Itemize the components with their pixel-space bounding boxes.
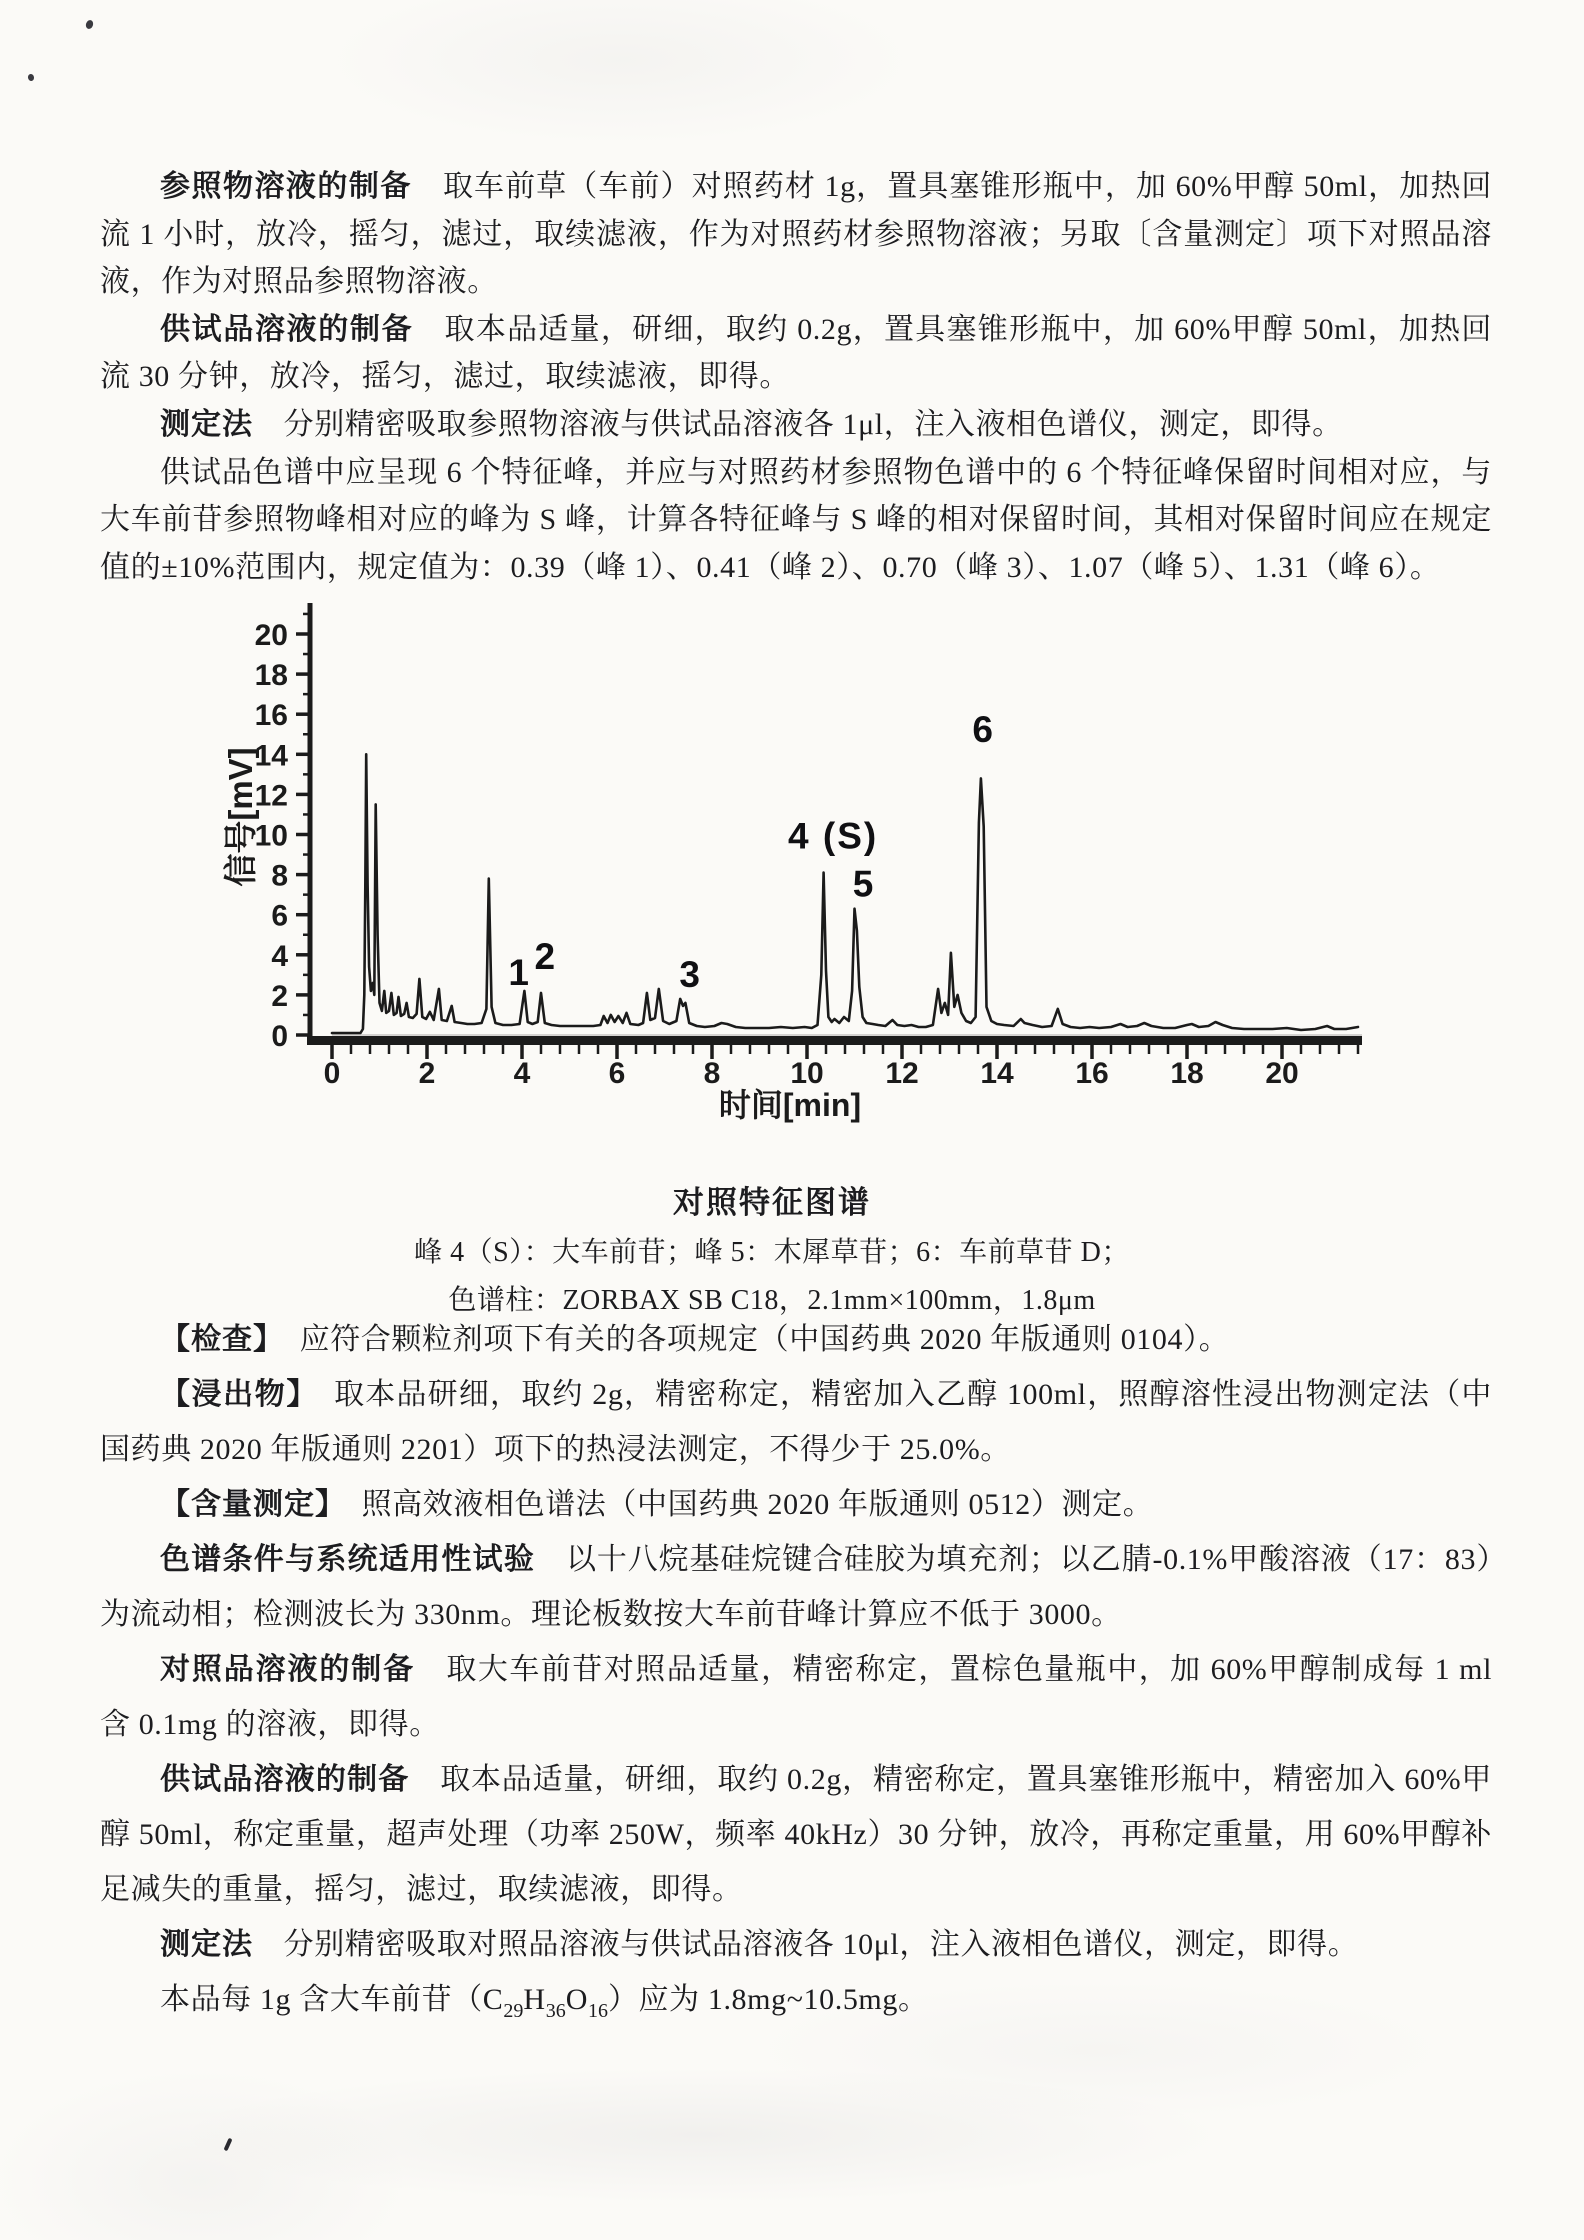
- paragraph-reference-preparation: [100, 1642, 1492, 1752]
- paragraph-test-solution: [100, 306, 1492, 401]
- paragraph-lead: 供试品溶液的制备: [160, 1763, 410, 1796]
- paragraph-content-limit: [100, 1972, 1492, 2039]
- paragraph-lead: 色谱条件与系统适用性试验: [160, 1543, 536, 1576]
- paragraph-lead: 【检查】: [160, 1323, 269, 1356]
- svg-text:2: 2: [418, 1057, 436, 1090]
- paragraph-lead: 对照品溶液的制备: [160, 1653, 415, 1686]
- svg-text:14: 14: [254, 739, 288, 773]
- svg-text:3: 3: [679, 953, 702, 995]
- paragraph-characteristic-peaks: [100, 449, 1492, 592]
- chromatogram-svg: [190, 595, 1400, 1130]
- paragraph-check: [100, 1312, 1492, 1367]
- svg-text:2: 2: [534, 935, 558, 977]
- paragraph-assay-method: [100, 401, 1492, 449]
- svg-text:20: 20: [254, 619, 288, 652]
- svg-text:4: 4: [513, 1057, 531, 1090]
- svg-text:1: 1: [508, 951, 531, 993]
- svg-text:0: 0: [271, 1020, 288, 1053]
- svg-text:4 (S): 4 (S): [788, 815, 879, 857]
- svg-text:8: 8: [703, 1057, 721, 1090]
- paragraph-body: 取本品适量，研细，取约 0.2g，置具塞锥形瓶中，加 60%甲醇 50ml，加热回流 30 分钟，放冷，摇匀，滤过，取续滤液，即得。: [100, 312, 1493, 394]
- paragraph-lead: 测定法: [160, 407, 253, 441]
- paragraph-body: 供试品色谱中应呈现 6 个特征峰，并应与对照药材参照物色谱中的 6 个特征峰保留时间相对应，与大车前苷参照物峰相对应的峰为 S 峰，计算各特征峰与 S 峰的相对保留时间，其相对保留时间应在规定值的±10%范围内，规定值为：0.39（峰 1）、0.41（峰 2）、0.70（峰 3）、1.07（峰 5）、1.31（峰 6）。: [100, 455, 1492, 584]
- paragraph-body: 照高效液相色谱法（中国药典 2020 年版通则 0512）测定。: [331, 1488, 1154, 1521]
- scan-pen-tick: [224, 2138, 233, 2152]
- svg-text:6: 6: [271, 899, 288, 933]
- paragraph-lead: 测定法: [160, 1928, 253, 1961]
- svg-text:时间[min]: 时间[min]: [718, 1087, 862, 1123]
- svg-text:5: 5: [852, 863, 876, 905]
- svg-text:0: 0: [323, 1057, 341, 1090]
- figure-caption-peaks: 峰 4（S）：大车前苷；峰 5：木犀草苷；6：车前草苷 D；: [414, 1237, 1130, 1268]
- paragraph-body: 以十八烷基硅烷键合硅胶为填充剂；以乙腈-0.1%甲酸溶液（17：83）为流动相；检测波长为 330nm。理论板数按大车前苷峰计算应不低于 3000。: [100, 1543, 1492, 1631]
- svg-text:20: 20: [1265, 1057, 1299, 1090]
- svg-text:10: 10: [254, 819, 288, 853]
- formula-prefix: 本品每 1g 含大车前苷（C: [160, 1983, 504, 2016]
- upper-text-block: [100, 163, 1492, 591]
- formula-element: O: [565, 1983, 588, 2016]
- scan-speck: [85, 19, 95, 30]
- formula-suffix: ）应为 1.8mg~10.5mg。: [607, 1983, 929, 2016]
- svg-text:2: 2: [271, 979, 288, 1013]
- paragraph-lead: 【含量测定】: [160, 1488, 331, 1521]
- formula-subscript: 29: [503, 2000, 524, 2022]
- svg-text:14: 14: [980, 1057, 1014, 1090]
- paragraph-lead: 参照物溶液的制备: [160, 170, 412, 203]
- svg-text:16: 16: [254, 699, 288, 733]
- paragraph-sample-preparation: [100, 1752, 1492, 1917]
- svg-text:8: 8: [271, 859, 288, 893]
- svg-text:18: 18: [1170, 1057, 1204, 1090]
- svg-text:16: 16: [1075, 1057, 1109, 1090]
- formula-element: H: [523, 1983, 546, 2016]
- svg-text:18: 18: [254, 659, 288, 693]
- formula-subscript: 36: [545, 2000, 566, 2022]
- paragraph-body: 分别精密吸取参照物溶液与供试品溶液各 1μl，注入液相色谱仪，测定，即得。: [253, 407, 1343, 441]
- paragraph-determination: [100, 1917, 1492, 1972]
- paragraph-body: 取大车前苷对照品适量，精密称定，置棕色量瓶中，加 60%甲醇制成每 1 ml 含 0.1mg 的溶液，即得。: [100, 1653, 1493, 1741]
- svg-text:10: 10: [790, 1057, 824, 1090]
- scan-speck: [27, 73, 35, 81]
- paragraph-body: 取本品适量，研细，取约 0.2g，精密称定，置具塞锥形瓶中，精密加入 60%甲醇 50ml，称定重量，超声处理（功率 250W，频率 40kHz）30 分钟，放冷，再称定重量，用 60%甲醇补足减失的重量，摇匀，滤过，取续滤液，即得。: [100, 1763, 1492, 1906]
- paragraph-lead: 【浸出物】: [160, 1378, 303, 1411]
- figure-title: 对照特征图谱: [673, 1185, 871, 1220]
- svg-text:12: 12: [254, 779, 288, 813]
- paragraph-body: 应符合颗粒剂项下有关的各项规定（中国药典 2020 年版通则 0104）。: [269, 1323, 1230, 1356]
- svg-text:12: 12: [885, 1057, 919, 1090]
- svg-text:4: 4: [271, 939, 288, 973]
- svg-text:6: 6: [608, 1057, 626, 1090]
- svg-text:信号[mV]: 信号[mV]: [222, 747, 259, 887]
- figure-caption-column: 色谱柱：ZORBAX SB C18，2.1mm×100mm，1.8μm: [448, 1285, 1096, 1316]
- paragraph-body: 取本品研细，取约 2g，精密称定，精密加入乙醇 100ml，照醇溶性浸出物测定法（中国药典 2020 年版通则 2201）项下的热浸法测定，不得少于 25.0%。: [100, 1378, 1493, 1466]
- paragraph-extractive: [100, 1367, 1492, 1477]
- paragraph-body: 分别精密吸取对照品溶液与供试品溶液各 10μl，注入液相色谱仪，测定，即得。: [253, 1928, 1359, 1961]
- formula-subscript: 16: [587, 2000, 608, 2022]
- paragraph-content-determination: [100, 1477, 1492, 1532]
- lower-text-block: [100, 1312, 1492, 2039]
- paragraph-body: 取车前草（车前）对照药材 1g，置具塞锥形瓶中，加 60%甲醇 50ml，加热回流 1 小时，放冷，摇匀，滤过，取续滤液，作为对照药材参照物溶液；另取〔含量测定〕项下对照品溶液，作为对照品参照物溶液。: [100, 170, 1492, 299]
- paragraph-chromatographic-conditions: [100, 1532, 1492, 1642]
- paragraph-reference-solution: [100, 163, 1492, 306]
- paragraph-lead: 供试品溶液的制备: [160, 312, 414, 346]
- svg-text:6: 6: [972, 709, 995, 751]
